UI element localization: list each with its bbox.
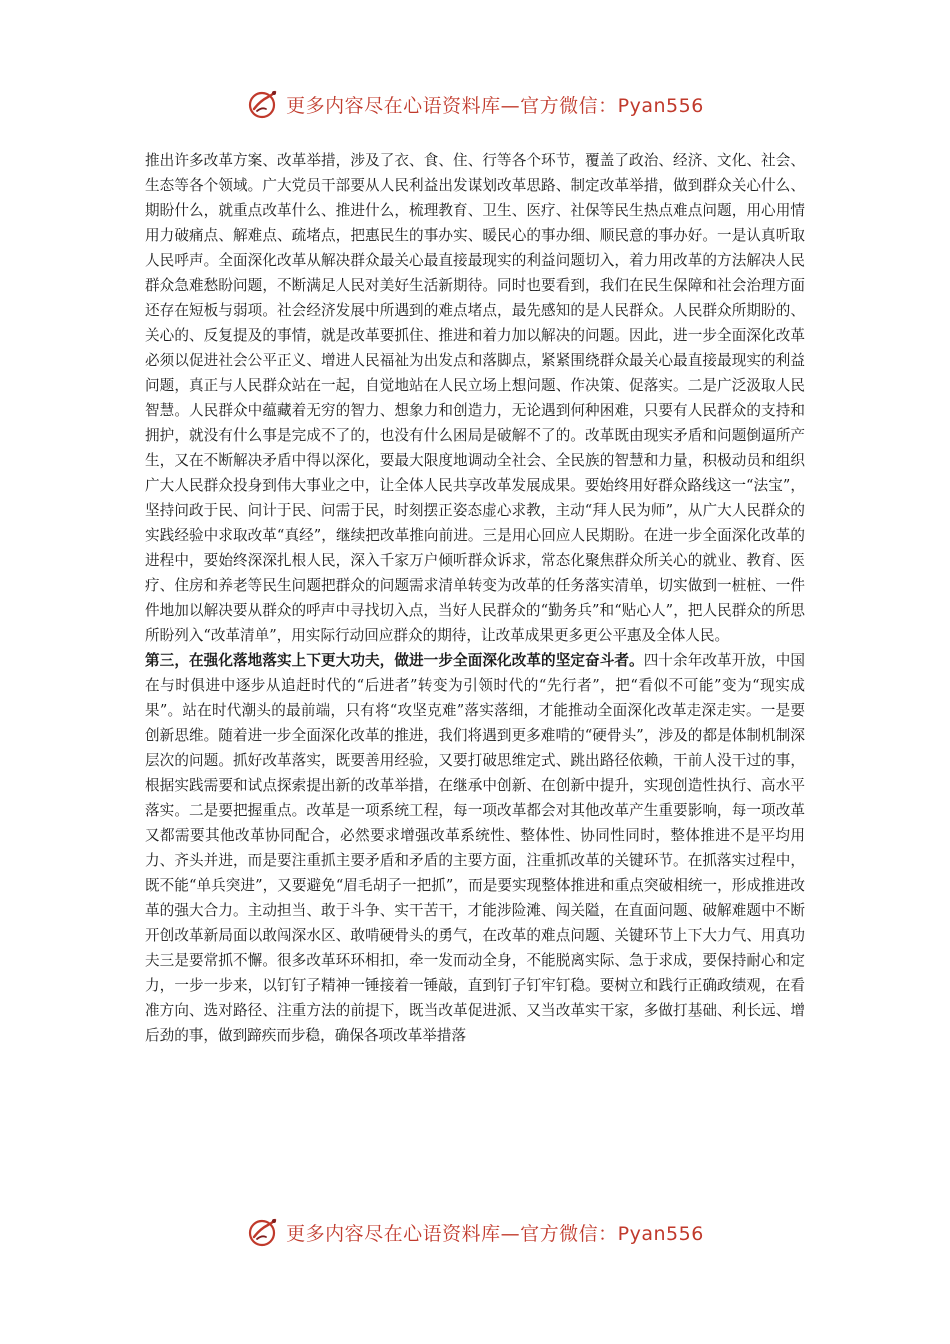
header-watermark: [0, 84, 950, 124]
header-watermark-text: 更多内容尽在心语资料库—官方微信：Pyan556: [286, 94, 704, 117]
footer-watermark: [0, 1212, 950, 1252]
writing-hand-icon: [246, 1215, 280, 1249]
writing-hand-icon: [246, 87, 280, 121]
footer-watermark-text: 更多内容尽在心语资料库—官方微信：Pyan556: [286, 1222, 704, 1245]
body-paragraph-2-text: 四十余年改革开放，中国在与时俱进中逐步从追赶时代的“后进者”转变为引领时代的“先行者”，把“看似不可能”变为“现实成果”。站在时代潮头的最前端，只有将“攻坚克难”落实落细，才能推动全面深化改革走深走实。一是要创新思维。随着进一步全面深化改革的推进，我们将遇到更多难啃的“硬骨头”，涉及的都是体制机制深层次的问题。抓好改革落实，既要善用经验，又要打破思维定式、跳出路径依赖，干前人没干过的事，根据实践需要和试点探索提出新的改革举措，在继承中创新、在创新中提升，实现创造性执行、高水平落实。二是要把握重点。改革是一项系统工程，每一项改革都会对其他改革产生重要影响，每一项改革又都需要其他改革协同配合，必然要求增强改革系统性、整体性、协同性同时，整体推进不是平均用力、齐头并进，而是要注重抓主要矛盾和矛盾的主要方面，注重抓改革的关键环节。在抓落实过程中，既不能“单兵突进”，又要避免“眉毛胡子一把抓”，而是要实现整体推进和重点突破相统一，形成推进改革的强大合力。主动担当、敢于斗争、实干苦干，才能涉险滩、闯关隘，在直面问题、破解难题中不断开创改革新局面以敢闯深水区、敢啃硬骨头的勇气，在改革的难点问题、关键环节上下大力气、用真功夫三是要常抓不懈。很多改革环环相扣，牵一发而动全身，不能脱离实际、急于求成，要保持耐心和定力，一步一步来，以钉钉子精神一锤接着一锤敲，直到钉子钉牢钉稳。要树立和践行正确政绩观，在看准方向、选对路径、注重方法的前提下，既当改革促进派、又当改革实干家，多做打基础、利长远、增后劲的事，做到蹄疾而步稳，确保各项改革举措落: [145, 652, 805, 1044]
document-body: [145, 148, 805, 1048]
body-paragraph-1: 推出许多改革方案、改革举措，涉及了衣、食、住、行等各个环节，覆盖了政治、经济、文化、社会、生态等各个领域。广大党员干部要从人民利益出发谋划改革思路、制定改革举措，做到群众关心什么、期盼什么，就重点改革什么、推进什么，梳理教育、卫生、医疗、社保等民生热点难点问题，用心用情用力破痛点、解难点、疏堵点，把惠民生的事办实、暖民心的事办细、顺民意的事办好。一是认真听取人民呼声。全面深化改革从解决群众最关心最直接最现实的利益问题切入，着力用改革的方法解决人民群众急难愁盼问题，不断满足人民对美好生活新期待。同时也要看到，我们在民生保障和社会治理方面还存在短板与弱项。社会经济发展中所遇到的难点堵点，最先感知的是人民群众。人民群众所期盼的、关心的、反复提及的事情，就是改革要抓住、推进和着力加以解决的问题。因此，进一步全面深化改革必须以促进社会公平正义、增进人民福祉为出发点和落脚点，紧紧围绕群众最关心最直接最现实的利益问题，真正与人民群众站在一起，自觉地站在人民立场上想问题、作决策、促落实。二是广泛汲取人民智慧。人民群众中蕴藏着无穷的智力、想象力和创造力，无论遇到何种困难，只要有人民群众的支持和拥护，就没有什么事是完成不了的，也没有什么困局是破解不了的。改革既由现实矛盾和问题倒逼所产生，又在不断解决矛盾中得以深化，要最大限度地调动全社会、全民族的智慧和力量，积极动员和组织广大人民群众投身到伟大事业之中，让全体人民共享改革发展成果。要始终用好群众路线这一“法宝”，坚持问政于民、问计于民、问需于民，时刻摆正姿态虚心求教，主动“拜人民为师”，从广大人民群众的实践经验中求取改革“真经”，继续把改革推向前进。三是用心回应人民期盼。在进一步全面深化改革的进程中，要始终深深扎根人民，深入千家万户倾听群众诉求，常态化聚焦群众所关心的就业、教育、医疗、住房和养老等民生问题把群众的问题需求清单转变为改革的任务落实清单，切实做到一桩桩、一件件地加以解决要从群众的呼声中寻找切入点，当好人民群众的“勤务兵”和“贴心人”，把人民群众的所思所盼列入“改革清单”，用实际行动回应群众的期待，让改革成果更多更公平惠及全体人民。: [145, 152, 805, 644]
body-paragraph-2: [145, 648, 805, 1048]
section-heading-third: 第三，在强化落地落实上下更大功夫，做进一步全面深化改革的坚定奋斗者。: [145, 652, 644, 669]
